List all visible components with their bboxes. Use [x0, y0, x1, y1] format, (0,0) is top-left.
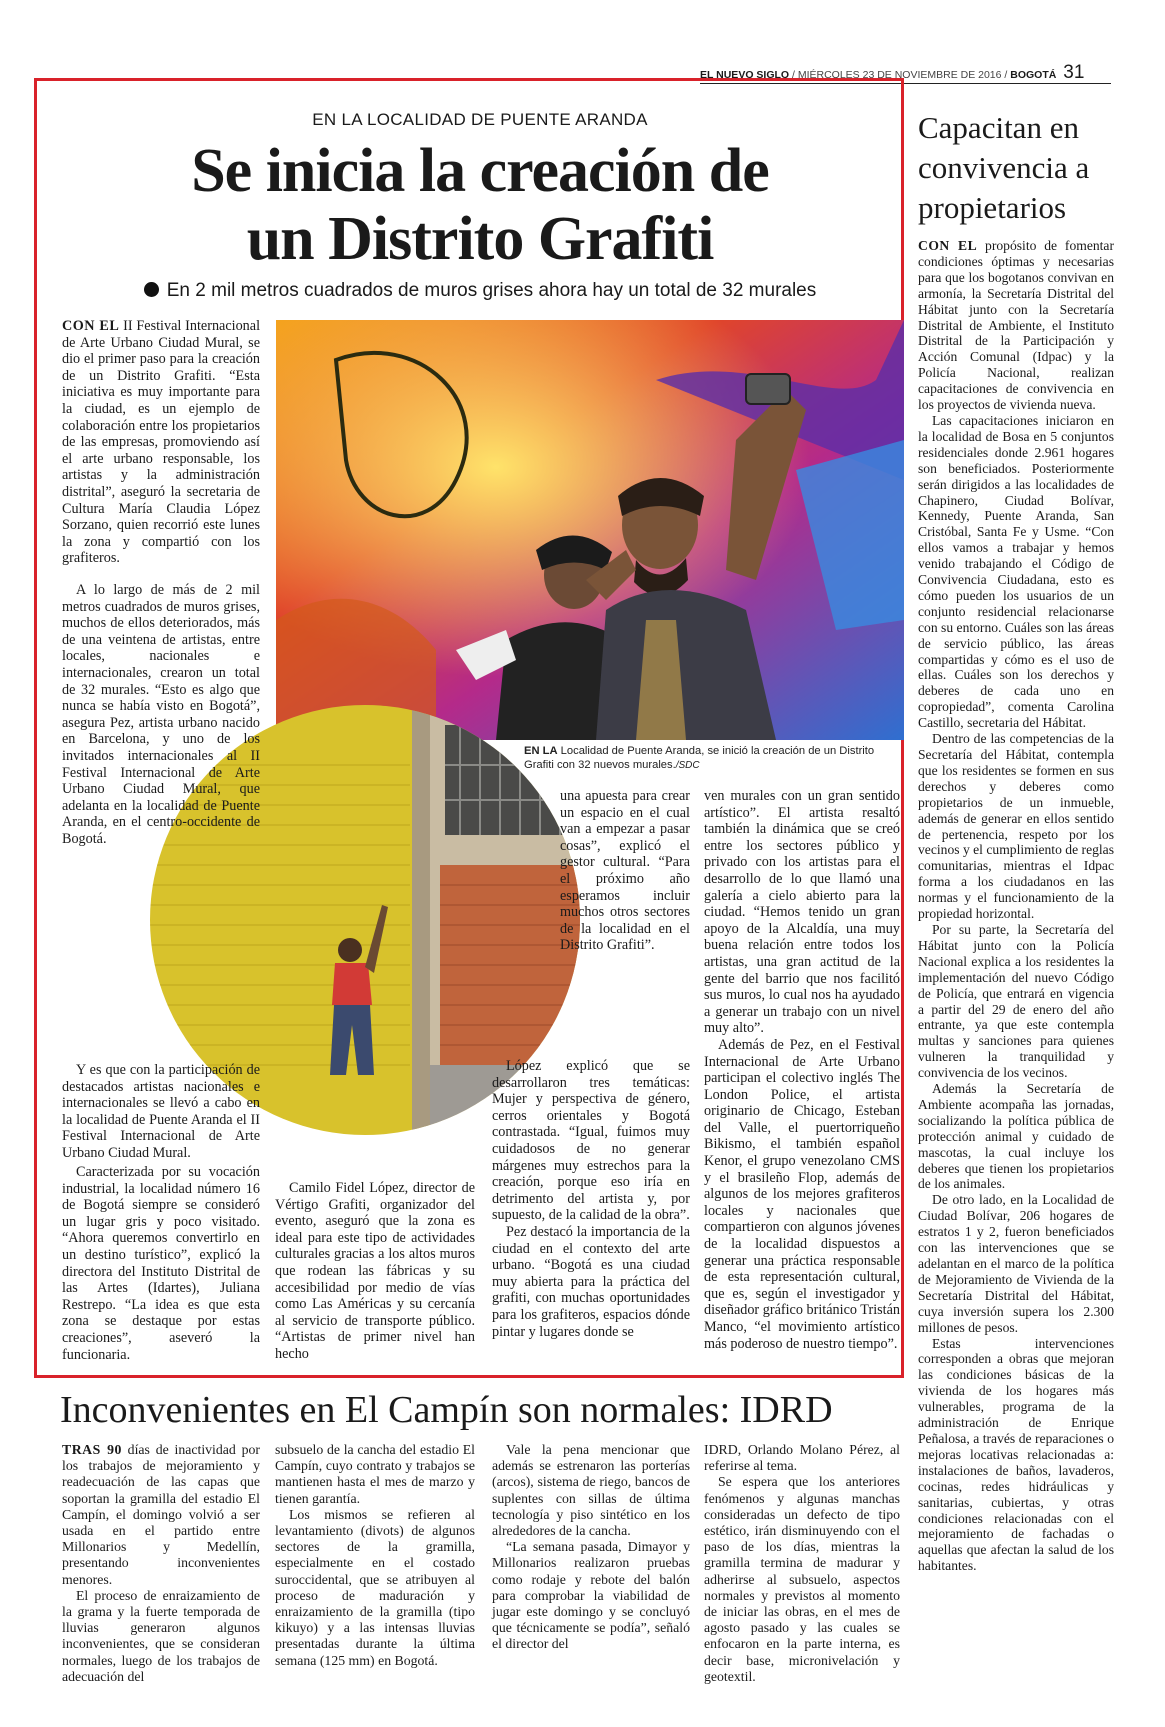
caption-lead: EN LA: [524, 745, 558, 757]
bottom-col3b: “La semana pasada, Dimayor y Millonarios realizaron pruebas como rodaje y rebote del balón para comprobar la viabilidad de jugar este domingo y se concluyó que técnicamente se podía”, señaló el director del: [492, 1539, 690, 1652]
side-headline: Capacitan en convivencia a propietarios: [918, 110, 1090, 225]
subhead: [60, 280, 900, 302]
col1-p3: Y es que con la participación de destacados artistas nacionales e internacionales se llevó a cabo en la localidad de Puente Aranda el II Festival Internacional de Arte Urbano Ciudad Mural.: [62, 1062, 260, 1161]
bottom-col4b: Se espera que los anteriores fenómenos y algunas manchas consideradas un defecto de tipo estético, irán disminuyendo con el paso de los días, mientras la gramilla termina de madurar y adherirse al subsuelo, aspectos normales y previstos al momento de iniciar las obras, en el mes de agosto pasado y las cuales se enfocaron en la parte interna, es decir base, micronivelación y geotextil.: [704, 1474, 900, 1684]
headline-line1: Se inicia la creación de: [191, 137, 769, 205]
subhead-text: En 2 mil metros cuadrados de muros grises ahora hay un total de 32 murales: [166, 280, 817, 301]
bottom-col-4: [704, 1442, 900, 1685]
main-col-1: [62, 318, 260, 567]
section-name: BOGOTÁ: [1010, 69, 1057, 81]
bottom-col-3: [492, 1442, 690, 1653]
col1-lead: CON EL: [62, 318, 120, 334]
main-col-1d: [62, 1164, 260, 1363]
main-col-4: [704, 788, 900, 1352]
side-p3: Dentro de las competencias de la Secretaría del Hábitat, contempla que los residentes se formen en sus derechos y deberes como propietarios de un inmueble, además de generar en ellos sentido de pertenencia, respeto por los vecinos y el cumplimiento de reglas comunitarias, mientras el Idpac forma a los ciudadanos en las normas y el funcionamiento de la propiedad horizontal.: [918, 731, 1114, 922]
photo-caption: [524, 744, 900, 773]
side-p1: propósito de fomentar condiciones óptimas y necesarias para que los bogotanos convivan en armonía, la Secretaría Distrital del Hábitat junto con la Secretaría Distrital de Ambiente, el Instituto Distrital de la Participación y Acción Comunal (Idpac) y la Policía Nacional, realizan capacitaciones de convivencia en los proyectos de vivienda nueva.: [918, 238, 1114, 413]
col3-p2: López explicó que se desarrollaron tres temáticas: Mujer y perspectiva de género, cerros orientales y Bogotá contrastada. “Igual, fuimos muy cuidadosos de no generar márgenes muy estrechos para la creación, porque eso iría en detrimento del artista y, por supuesto, de la calidad de la obra”.: [492, 1058, 690, 1224]
bullet-icon: [144, 282, 159, 297]
col2-p1: Camilo Fidel López, director de Vértigo Grafiti, organizador del evento, aseguró que la zona es ideal para este tipo de actividades culturales gracias a los altos muros que rodean las fábricas y su accesibilidad por medio de vías como Las Américas y su cercanía al servicio de transporte público. “Artistas de primer nivel han hecho: [275, 1180, 475, 1362]
bottom-headline: Inconvenientes en El Campín son normales: IDRD: [60, 1389, 833, 1431]
page-number: 31: [1063, 62, 1085, 83]
caption-credit: /SDC: [675, 760, 700, 771]
col3-p3: Pez destacó la importancia de la ciudad en el contexto del arte urbano. “Bogotá es una ciudad muy abierta para la práctica del grafiti, con muchas oportunidades para los grafiteros, espacios dónde pintar y lugares donde se: [492, 1223, 690, 1340]
bottom-col-2: [275, 1442, 475, 1669]
col1-p1: II Festival Internacional de Arte Urbano Ciudad Mural, se dio el primer paso para la creación de un Distrito Grafiti. “Esta iniciativa es muy importante para la ciudad, es un ejemplo de colaboración entre los propietarios de las empresas, promoviendo así el arte urbano responsable, los artistas y la administración distrital”, aseguró la secretaria de Cultura María Claudia López Sorzano, quien recorrió este lunes la zona y compartió con los grafiteros.: [62, 318, 261, 567]
col1-p2a: [62, 582, 260, 848]
main-photo: [276, 320, 904, 740]
paper-name: EL NUEVO SIGLO: [700, 69, 790, 81]
main-col-3: [560, 788, 690, 954]
bottom-col3-text: Vale la pena mencionar que además se estrenaron las porterías (arcos), sistema de riego, bancos de suplentes con sillas de última tecnología y piso sintético en los alrededores de la cancha.: [492, 1442, 690, 1539]
main-col-3b: [492, 1058, 690, 1340]
side-lead: CON EL: [918, 238, 978, 253]
bottom-lead: TRAS 90: [62, 1442, 122, 1457]
side-p7: Estas intervenciones corresponden a obras que mejoran las condiciones básicas de la vivienda de los hogares más vulnerables, programa de la administración de Enrique Peñalosa, a través de reparaciones o mejoras locativas relacionadas a: instalaciones de baños, lavaderos, cocinas, redes hidráulicas y sanitarias, cubiertas, y otras condiciones relacionadas con el mejoramiento de fachadas o aquellas que afectan la salud de los habitantes.: [918, 1335, 1114, 1574]
main-col-1c: [62, 1062, 260, 1162]
col1-p2: A lo largo de más de 2 mil metros cuadrados de muros grises, muchos de ellos deteriorados, más de una veintena de artistas, entre locales, nacionales e internacionales, crearon un total de 32 murales. “Esto es algo que nunca se había visto en Bogotá”, asegura Pez, artista urbano nacido en Barcelona, y uno de los invitados internacionales al II Festival Internacional de Arte Urbano Ciudad Mural, que adelanta en la localidad de Puente Aranda, en el centro-occidente de Bogotá.: [62, 582, 260, 847]
side-p5: Además la Secretaría de Ambiente acompaña las jornadas, socializando la política pública de protección animal y cuidado de mascotas, la cual incluye los deberes que tienen los propietarios de los animales.: [918, 1081, 1114, 1192]
kicker: EN LA LOCALIDAD DE PUENTE ARANDA: [312, 110, 648, 129]
side-article-body: [918, 238, 1114, 1574]
bottom-col1b: El proceso de enraizamiento de la grama y la fuerte temporada de lluvias generaron algunos inconvenientes, que se consideran normales, luego de los trabajos de adecuación del: [62, 1587, 260, 1684]
side-p4: Por su parte, la Secretaría del Hábitat junto con la Policía Nacional explica a los residentes la implementación del nuevo Código de Policía, que entrará en vigencia a partir del 29 de enero del año entrante, ya que este contempla multas y sanciones para quienes vulneren la tranquilidad y convivencia de los vecinos.: [918, 921, 1114, 1081]
col1-p4: Caracterizada por su vocación industrial, la localidad número 16 de Bogotá siempre se consideró un lugar gris y poco visitado. “Ahora queremos convertirlo en un destino turístico”, explicó la directora del Instituto Distrital de las Artes (Idartes), Juliana Restrepo. “La idea es que esta zona se destaque por estas creaciones”, aseveró la funcionaria.: [62, 1164, 260, 1363]
bottom-col4-text: IDRD, Orlando Molano Pérez, al referirse al tema.: [704, 1442, 900, 1474]
bottom-col2b: Los mismos se refieren al levantamiento (divots) de algunos sectores de la gramilla, especialmente en el costado suroccidental, que se atribuyen al proceso de maduración y enraizamiento de la gramilla (tipo kikuyo) y a las intensas lluvias presentadas durante la última semana (125 mm) en Bogotá.: [275, 1506, 475, 1668]
col3-p1: una apuesta para crear un espacio en el cual van a empezar a pasar cosas”, explicó el gestor cultural. “Para el próximo año esperamos incluir muchos otros sectores de la localidad en el Distrito Grafiti”.: [560, 788, 690, 954]
issue-date: / MIÉRCOLES 23 DE NOVIEMBRE DE 2016 /: [792, 69, 1008, 81]
side-p6: De otro lado, en la Localidad de Ciudad Bolívar, 206 hogares de estratos 1 y 2, fueron beneficiados con las intervenciones que se adelantan en el marco de la política de Mejoramiento de Vivienda de la Secretaría Distrital del Hábitat, cuya inversión supera los 2.300 millones de pesos.: [918, 1192, 1114, 1335]
col4-p1: ven murales con un gran sentido artístico”. El artista resaltó también la dinámica que se creó entre los sectores público y privado con los artistas para el desarrollo de lo que llamó una galería a cielo abierto para la ciudad. “Hemos tenido un gran apoyo de la Alcaldía, una muy buena relación entre todos los artistas, una gran actitud de la gente del barrio que nos facilitó sus muros, lo cual nos ha ayudado a generar un trabajo con un nivel muy alto”.: [704, 788, 900, 1037]
main-col-2: [275, 1180, 475, 1363]
graffiti-selfie-image: [276, 320, 904, 740]
side-p2: Las capacitaciones iniciaron en la localidad de Bosa en 5 conjuntos residenciales donde 2.961 hogares son beneficiados. Posteriormente serán dirigidos a las localidades de Chapinero, Ciudad Bolívar, Kennedy, Puente Aranda, San Cristóbal, Santa Fe y Usme. “Con ellos vamos a trabajar y hemos venido trabajando el Código de Convivencia Ciudadana, esto es cómo pueden los usuarios de un conjunto residencial relacionarse con su entorno. Cuáles son las áreas de servicio público, las áreas compartidas y cómo es el uso de ellas. Cuáles son los derechos y deberes de cada uno en copropiedad”, comenta Carolina Castillo, secretaria del Hábitat.: [918, 412, 1114, 731]
col4-p2: Además de Pez, en el Festival Internacional de Arte Urbano participan el colectivo inglés The London Police, el artista originario de Chicago, Esteban del Valle, el puertorriqueño Bikismo, el también español Kenor, el grupo venezolano CMS y el brasileño Flop, además de algunos de los mejores grafiteros locales y nacionales que compartieron con algunos jóvenes de la localidad dispuestos a generar una práctica responsable de esta representación cultural, que es, según el investigador y diseñador gráfico británico Tristán Manco, “el movimiento artístico más poderoso de nuestro tiempo”.: [704, 1036, 900, 1352]
main-col-1b: [62, 582, 260, 848]
bottom-col1-text: días de inactividad por los trabajos de mejoramiento y readecuación de las capas que soportan la gramilla del estadio El Campín, el domingo volvió a ser usada en el partido entre Millonarios y Medellín, presentando inconvenientes menores.: [62, 1442, 260, 1587]
headline-line2: un Distrito Grafiti: [246, 205, 714, 273]
caption-text: Localidad de Puente Aranda, se inició la creación de un Distrito Grafiti con 32 nuevos murales.: [524, 745, 875, 771]
bottom-col-1: [62, 1442, 260, 1685]
bottom-col2-text: subsuelo de la cancha del estadio El Campín, cuyo contrato y trabajos se mantienen hasta el mes de marzo y tienen garantía.: [275, 1442, 475, 1506]
